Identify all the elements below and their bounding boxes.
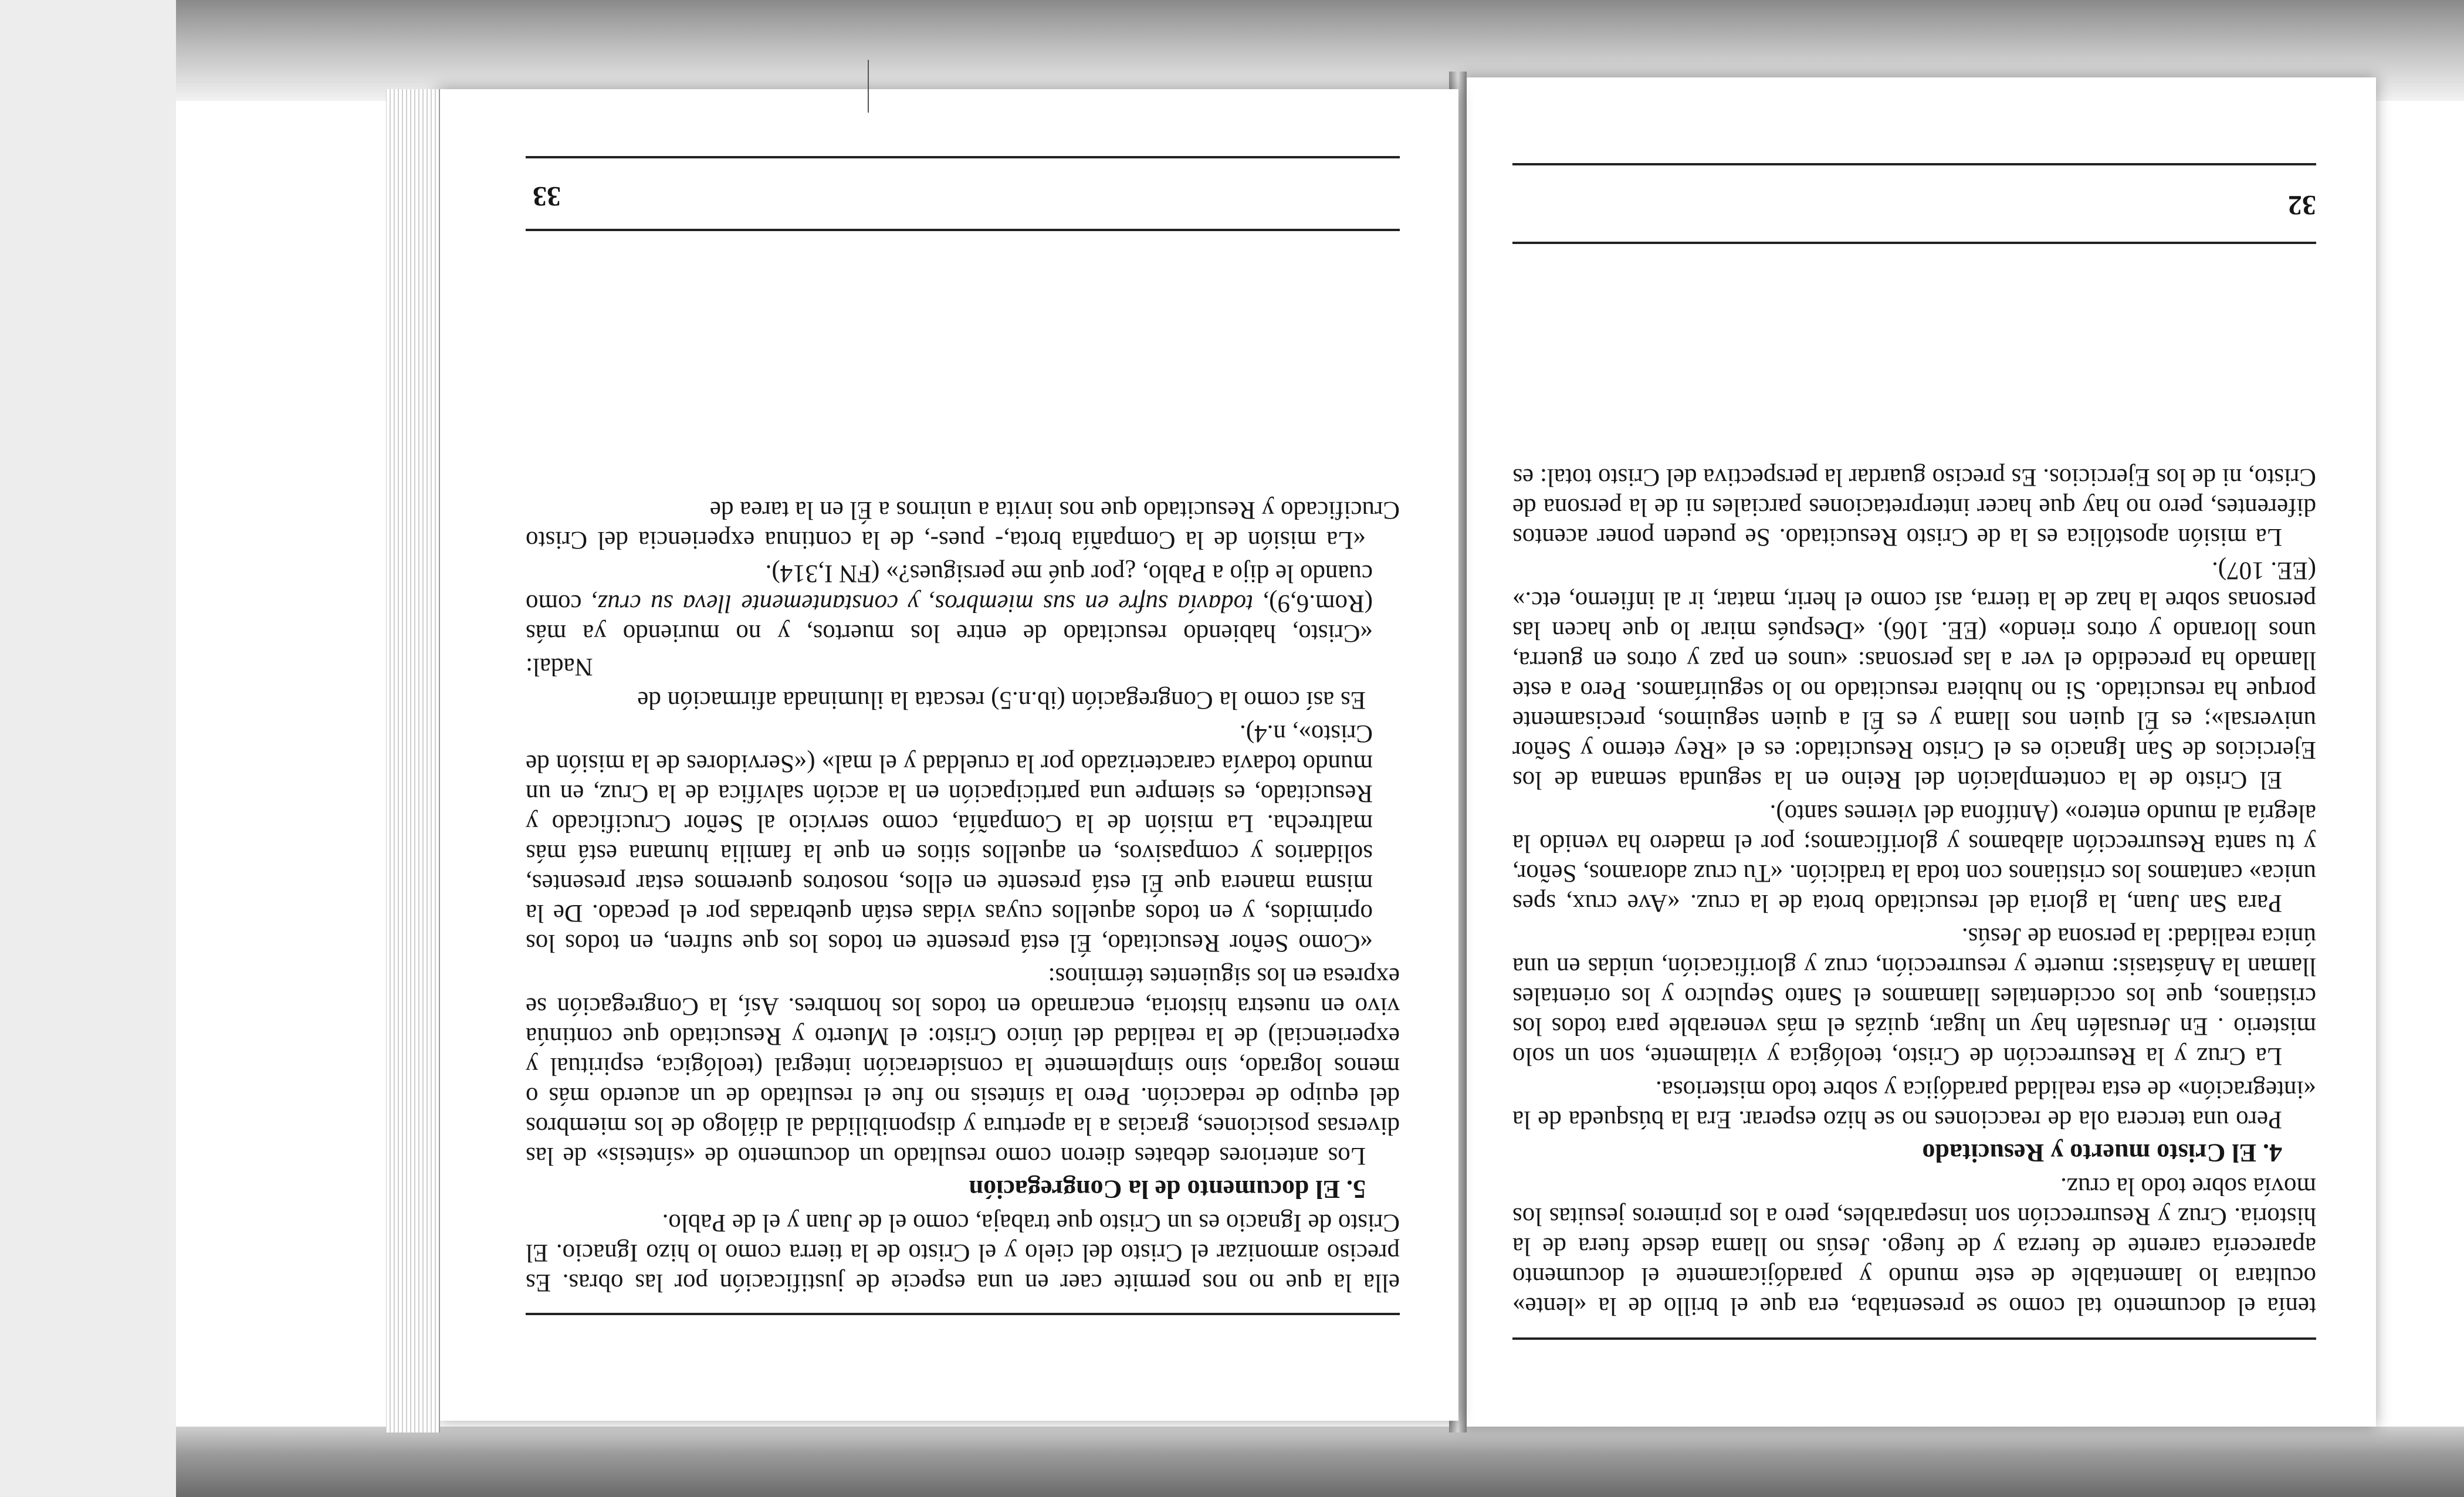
section-heading: 4. El Cristo muerto y Resucitado [1922,1139,2282,1167]
page-32 [1461,77,2376,1427]
paragraph: ella la que no nos permite caer en una especie de justificación por las obras. Es preciso armonizar el Cristo del cielo y el Cristo de la tierra como lo hizo Ignacio. El Cristo de Ignacio es un Cristo que trabaja, como el de Juan y el de Pablo. [526,1209,1400,1296]
page-number: 32 [2288,189,2316,221]
scanner-shadow-top [0,1427,2464,1497]
bottom-rule [1512,242,2316,244]
page-33 [438,89,1458,1421]
block-quote: «Como Señor Resucitado, Él está presente en todos los que sufren, en todos los oprimidos, y en todos aquellos cuyas vidas están quebradas por el pecado. De la misma manera que Él está presente en ellos, nosotros queremos estar presentes, solidarios y compasivos, en aquellos sitios en que la familia humana está más maltrecha. La misión de la Compañía, como servicio al Señor Crucificado y Resucitado, es siempre una participación en la acción salvífica de la Cruz, en un mundo todavía caracterizado por la crueldad y el mal» («Servidores de la misión de Cristo», n.4). [526,720,1373,957]
page-stack-edge [386,89,440,1432]
bottom-rule [526,229,1400,231]
quote-text: «Cristo, habiendo resucitado de entre los muertos, y no muriendo ya más (Rom.6,9), [526,590,1373,647]
footer-rule [526,156,1400,158]
paragraph: Pero una tercera ola de reacciones no se hizo esperar. Era la búsqueda de la «integración» de esta realidad paradójica y sobre todo misteriosa. [1512,1076,2316,1133]
top-rule [526,1313,1400,1315]
paragraph: La misión apostólica es la de Cristo Resucitado. Se pueden poner acentos diferentes, pero no hay que hacer interpretaciones parciales ni de la persona de Cristo, ni de los Ejercicios. Es preciso guardar la perspectiva del Cristo total: es [1512,463,2316,551]
block-quote [526,558,1373,648]
paragraph: La Cruz y la Resurrección de Cristo, teológica y vitalmente, son un solo misterio . En Jerusalén hay un lugar, quizás el más venerable para todos los cristianos, que los occidentales llamamos el Santo Sepulcro y los orientales llaman la Anástasis: muerte y resurrección, cruz y glorificación, unidas en una única realidad: la persona de Jesús. [1512,923,2316,1070]
scanner-bed-right [0,0,176,1497]
page-32-body [1512,459,2316,1321]
paragraph: Para San Juan, la gloria del resucitado brota de la cruz. «Ave crux, spes unica» cantamos los cristianos con toda la tradición. «Tu cruz adoramos, Señor, y tu santa Resurrección alabamos y glorificamos; por el madero ha venido la alegría al mundo entero» (Antífona del viernes santo). [1512,800,2316,917]
paragraph: tenía el documento tal como se presentaba, era que el brillo de la «lente» ocultara lo lamentable de este mundo y paradójicamente el documento aparecería carente de fuerza y de fuego. Jesús no llama desde fuera de la historia. Cruz y Resurrección son inseparables, pero a los primeros jesuitas los movía sobre todo la cruz. [1512,1173,2316,1320]
page-number: 33 [533,181,561,212]
paragraph-end: Nadal: [526,653,593,680]
footer-rule [1512,163,2316,165]
paragraph: El Cristo de la contemplación del Reino en la segunda semana de los Ejercicios de San Ignacio es el Cristo Resucitado: es el «Rey eterno y Señor universal»; es Él quien nos llama y es Él a quien seguimos, precisamente porque ha resucitado. Si no hubiera resucitado no lo seguiríamos. Pero a este llamado ha precedido el ver a las personas: «unos en paz y otros en guerra, unos llorando y otros riendo» (EE. 106). «Después mirar lo que hacen las personas sobre la haz de la tierra, así como el herir, matar, ir al infierno, etc.» (EE. 107). [1512,557,2316,794]
page-33-body [526,492,1400,1298]
section-heading: 5. El documento de la Congregación [969,1175,1366,1204]
paragraph: Los anteriores debates dieron como resultado un documento de «síntesis» de las diversas posiciones, gracias a la apertura y disponibilidad al diálogo de los miembros del equipo de redacción. Pero la síntesis no fue el resultado de un acuerdo más o menos logrado, sino simplemente la consideración integral (teológica, espiritual y experiencial) de la realidad del único Cristo: el Muerto y Resucitado que continúa vivo en nuestra historia, encarnado en todos los hombres. Así, la Congregación se expresa en los siguientes términos: [526,963,1400,1170]
pen-mark [868,60,869,113]
quote-text: como cuando le dijo a Pablo, ¿por qué me persigues?» (FN I,314). [526,560,1373,617]
quote-italic: todavía sufre en sus miembros, y constantemente lleva su cruz, [591,590,1254,617]
paragraph: Es así como la Congregación (ib.n.5) rescata la iluminada afirmación de [637,686,1366,714]
paragraph: «La misión de la Compañía brota,- pues-, de la continua experiencia del Cristo Crucificado y Resucitado que nos invita a unirnos a Él en la tarea de [526,496,1400,554]
top-rule [1512,1337,2316,1340]
